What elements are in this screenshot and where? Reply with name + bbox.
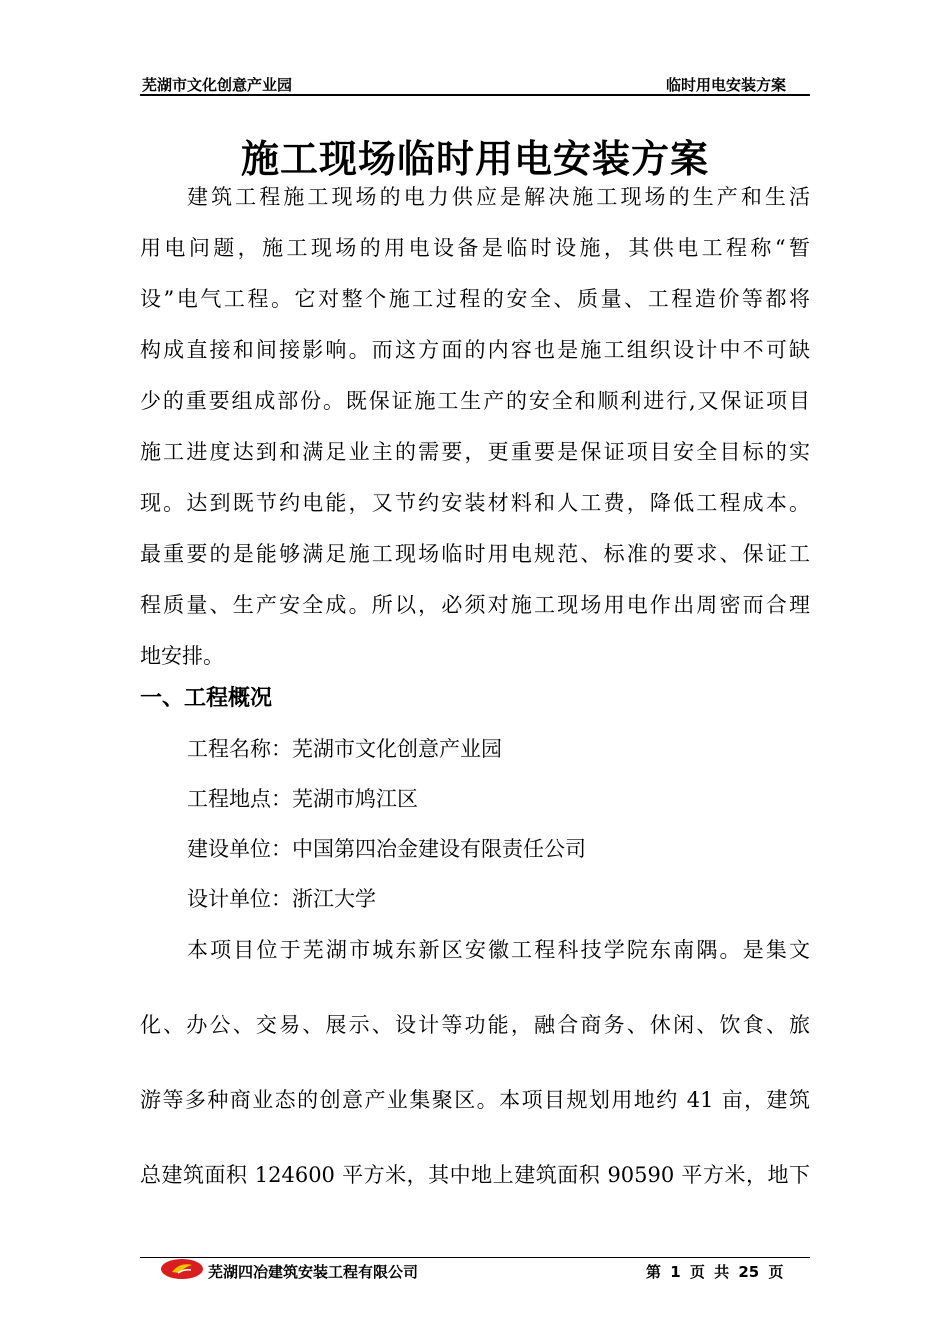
section-heading: 一、工程概况 xyxy=(140,686,273,711)
intro-paragraph xyxy=(140,172,810,682)
company-logo-icon xyxy=(160,1258,204,1280)
paragraph-line: 地安排。 xyxy=(140,644,224,668)
paragraph-line: 少的重要组成部份。既保证施工生产的安全和顺利进行,又保证项目 xyxy=(140,389,810,413)
paragraph-line: 本项目位于芜湖市城东新区安徽工程科技学院东南隅。是集文 xyxy=(187,938,810,962)
paragraph-line: 化、办公、交易、展示、设计等功能，融合商务、休闲、饮食、旅 xyxy=(140,1013,810,1037)
paragraph-line: 总建筑面积 124600 平方米，其中地上建筑面积 90590 平方米，地下 xyxy=(140,1163,810,1187)
paragraph-line: 设”电气工程。它对整个施工过程的安全、质量、工程造价等都将 xyxy=(140,287,810,311)
paragraph-line: 施工进度达到和满足业主的需要，更重要是保证项目安全目标的实 xyxy=(140,440,810,464)
paragraph-line: 现。达到既节约电能，又节约安装材料和人工费，降低工程成本。 xyxy=(140,491,810,515)
project-description xyxy=(140,925,810,1225)
header-project-name: 芜湖市文化创意产业园 xyxy=(142,76,293,94)
page-header xyxy=(140,72,810,96)
page-footer xyxy=(140,1257,810,1290)
header-doc-name: 临时用电安装方案 xyxy=(665,76,786,94)
construction-unit-item: 建设单位：中国第四冶金建设有限责任公司 xyxy=(187,837,586,861)
footer-company-name: 芜湖四冶建筑安装工程有限公司 xyxy=(208,1263,419,1281)
paragraph-line: 建筑工程施工现场的电力供应是解决施工现场的生产和生活 xyxy=(187,185,810,209)
page-number: 第 1 页 共 25 页 xyxy=(646,1263,784,1281)
document-title: 施工现场临时用电安装方案 xyxy=(240,137,709,181)
paragraph-line: 构成直接和间接影响。而这方面的内容也是施工组织设计中不可缺 xyxy=(140,338,810,362)
paragraph-line: 程质量、生产安全成。所以，必须对施工现场用电作出周密而合理 xyxy=(140,593,810,617)
project-location-item: 工程地点：芜湖市鸠江区 xyxy=(187,787,418,811)
project-info-list xyxy=(187,724,586,924)
project-name-item: 工程名称：芜湖市文化创意产业园 xyxy=(187,737,502,761)
paragraph-line: 最重要的是能够满足施工现场临时用电规范、标准的要求、保证工 xyxy=(140,542,810,566)
paragraph-line: 用电问题，施工现场的用电设备是临时设施，其供电工程称“暂 xyxy=(140,236,810,260)
paragraph-line: 游等多种商业态的创意产业集聚区。本项目规划用地约 41 亩，建筑 xyxy=(140,1088,810,1112)
design-unit-item: 设计单位：浙江大学 xyxy=(187,887,376,911)
